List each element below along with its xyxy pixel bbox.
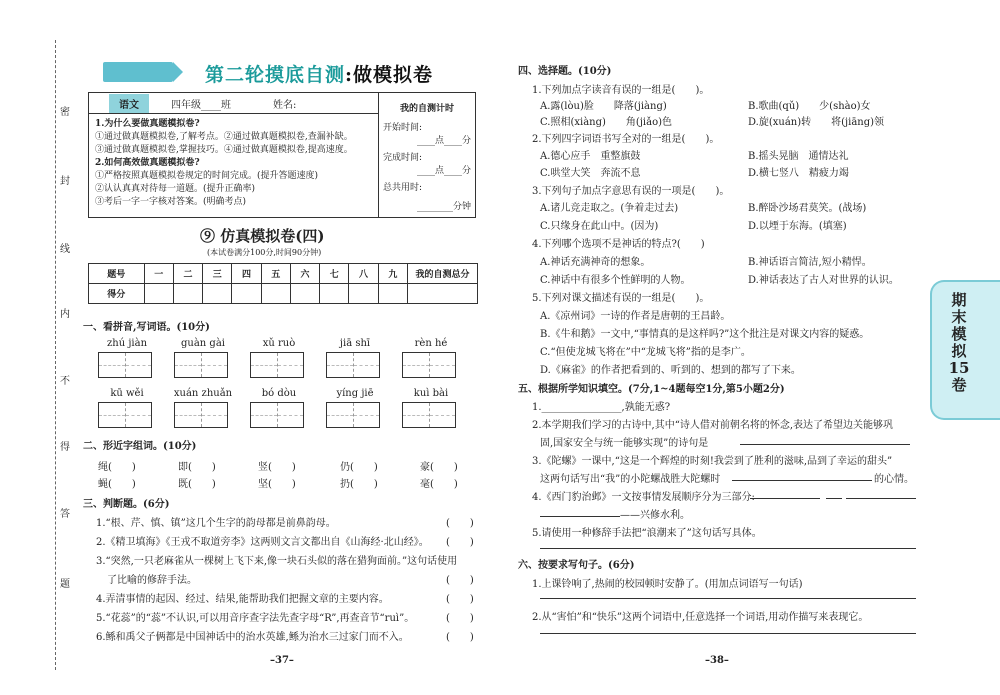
answer-line[interactable] (740, 444, 910, 445)
option[interactable]: B.神话语言简洁,短小精悍。 (748, 257, 872, 268)
pinyin: kū wěi (110, 388, 144, 399)
word-pair-item[interactable]: 仍( ) (340, 462, 378, 473)
binding-char: 题 (60, 579, 70, 590)
answer-paren[interactable]: ( ) (446, 518, 474, 529)
fill-q2: 2.本学期我们学习的古诗中,其中“诗人借对前朝名将的怀念,表达了希望边关能够巩 (532, 420, 894, 431)
pinyin: yíng jiē (336, 388, 374, 399)
choice-q1: 1.下列加点字读音有误的一组是( )。 (532, 85, 710, 96)
binding-char: 答 (60, 509, 70, 520)
answer-line[interactable] (540, 598, 916, 599)
writing-box[interactable] (402, 402, 456, 428)
choice-q4: 4.下列哪个选项不是神话的特点?( ) (532, 239, 705, 250)
writing-box[interactable] (174, 352, 228, 378)
tips: 1.为什么要做真题模拟卷? ①通过做真题模拟卷,了解考点。②通过做真题模拟卷,查漏补缺。 ③通过做真题模拟卷,掌握技巧。④通过做真题模拟卷,提高速度。 2.如何高效做真题模拟卷? ①严格按照真题模拟卷规定的时间完成。(提升答题速度) ②认认真真对待每一道题。(提升正确率) ③考后一字一字核对答案。(明确考点) (89, 114, 379, 217)
section-1-title: 一、看拼音,写词语。(10分) (83, 322, 210, 333)
option[interactable]: B.醉卧沙场君莫笑。(战场) (748, 203, 867, 214)
option[interactable]: A.露(lòu)脸 降落(jiàng) (540, 101, 667, 112)
self-timer: 我的自测计时 开始时间: ____点____分 完成时间: ____点____分 总共用时: ________分钟 (383, 104, 471, 212)
answer-paren[interactable]: ( ) (446, 613, 474, 624)
option[interactable]: A.德心应手 重整旗鼓 (540, 151, 641, 162)
answer-paren[interactable]: ( ) (446, 594, 474, 605)
section-5-title: 五、根据所学知识填空。(7分,1~4题每空1分,第5小题2分) (518, 384, 785, 395)
pinyin: bó dòu (261, 388, 297, 399)
binding-char: 封 (60, 176, 70, 187)
finish-time-field[interactable]: ____点____分 (416, 166, 471, 176)
option[interactable]: C.哄堂大笑 奔流不息 (540, 168, 641, 179)
writing-box[interactable] (250, 402, 304, 428)
fill-q3-cont: 这两句话写出“我”的小陀螺战胜大陀螺时 (540, 474, 721, 485)
word-pair-item[interactable]: 绳( ) (98, 462, 136, 473)
writing-box[interactable] (402, 352, 456, 378)
judge-q5: 5.“花蕊”的“蕊”不认识,可以用音序查字法先查字母“R”,再查音节“ruì”。 (96, 613, 415, 624)
fill-q5: 5.请使用一种修辞手法把“浪潮来了”这句话写具体。 (532, 528, 762, 539)
option[interactable]: C.只缘身在此山中。(因为) (540, 221, 659, 232)
fill-q4: 4.《西门豹治邺》一文按事情发展顺序分为三部分: (532, 492, 755, 503)
fill-q2-cont: 固,国家安全与统一能够实现”的诗句是 (540, 438, 709, 449)
option[interactable]: B.摇头晃脑 通情达礼 (748, 151, 849, 162)
option[interactable]: A.《凉州词》一诗的作者是唐朝的王昌龄。 (540, 311, 731, 322)
pinyin: kuì bài (413, 388, 449, 399)
answer-paren[interactable]: ( ) (446, 537, 474, 548)
writing-box[interactable] (326, 352, 380, 378)
word-pair-item[interactable]: 即( ) (178, 462, 216, 473)
word-pair-item[interactable]: 坚( ) (258, 479, 296, 490)
option[interactable]: D.神话表达了古人对世界的认识。 (748, 275, 899, 286)
pinyin: xǔ ruò (262, 338, 296, 349)
fill-q3: 3.《陀螺》一课中,“这是一个辉煌的时刻!我尝到了胜利的滋味,品到了幸运的甜头” (532, 456, 893, 467)
choice-q3: 3.下列句子加点字意思有误的一项是( )。 (532, 186, 730, 197)
answer-line[interactable] (732, 480, 872, 481)
answer-line[interactable] (540, 633, 916, 634)
option[interactable]: D.以堙于东海。(填塞) (748, 221, 847, 232)
page-number-left: –37– (270, 655, 294, 666)
section-4-title: 四、选择题。(10分) (518, 66, 612, 77)
fill-q3-end: 的心情。 (874, 474, 914, 485)
binding-char: 内 (60, 309, 70, 320)
judge-q3: 3.“突然,一只老麻雀从一棵树上飞下来,像一块石头似的落在猎狗面前。”这句话使用 (96, 556, 458, 567)
judge-q1: 1.“根、芹、慎、镇”这几个生字的韵母都是前鼻韵母。 (96, 518, 336, 529)
judge-q3-cont: 了比喻的修辞手法。 (107, 575, 197, 586)
option[interactable]: D.《麻雀》的作者把看到的、听到的、想到的都写了下来。 (540, 365, 801, 376)
section-3-title: 三、判断题。(6分) (83, 499, 170, 510)
answer-paren[interactable]: ( ) (446, 575, 474, 586)
option[interactable]: D.旋(xuán)转 将(jiāng)领 (748, 117, 885, 128)
answer-line[interactable] (846, 498, 916, 499)
page-number-right: –38– (705, 655, 729, 666)
answer-paren[interactable]: ( ) (446, 632, 474, 643)
choice-q5: 5.下列对课文描述有误的一组是( )。 (532, 293, 710, 304)
option[interactable]: D.横七竖八 精疲力竭 (748, 168, 849, 179)
binding-char: 密 (60, 107, 70, 118)
judge-q2: 2.《精卫填海》《王戎不取道旁李》这两则文言文都出自《山海经·北山经》。 (96, 537, 429, 548)
fill-q1[interactable]: 1.________________,孰能无惑? (532, 402, 671, 413)
paper-note: (本试卷满分100分,时间90分钟) (207, 248, 322, 257)
start-time-field[interactable]: ____点____分 (416, 136, 471, 146)
choice-q2: 2.下列四字词语书写全对的一组是( )。 (532, 134, 720, 145)
sentence-q2: 2.从“害怕”和“快乐”这两个词语中,任意选择一个词语,用动作描写来表现它。 (532, 612, 869, 623)
pinyin: xuán zhuǎn (173, 388, 233, 399)
subject-label: 语文 (109, 94, 149, 113)
side-tab-label: 期末模拟15卷 (948, 291, 970, 394)
answer-line[interactable] (750, 498, 820, 499)
word-pair-item[interactable]: 毫( ) (420, 479, 458, 490)
pinyin: jiā shī (339, 338, 371, 349)
answer-line[interactable] (540, 548, 916, 549)
word-pair-item[interactable]: 蝇( ) (98, 479, 136, 490)
option[interactable]: C.照相(xiàng) 角(jiǎo)色 (540, 117, 673, 128)
banner-ribbon (103, 62, 173, 82)
binding-char: 线 (60, 244, 70, 255)
dash-line (826, 498, 842, 499)
word-pair-item[interactable]: 既( ) (178, 479, 216, 490)
pinyin: guàn gài (181, 338, 225, 349)
judge-q6: 6.鲧和禹父子俩都是中国神话中的治水英雄,鲧为治水三过家门而不入。 (96, 632, 409, 643)
total-time-field[interactable]: ________分钟 (416, 202, 471, 212)
option[interactable]: B.歌曲(qǔ) 少(shào)女 (748, 101, 871, 112)
score-table: 题号 一 二 三 四 五 六 七 八 九 我的自测总分 得分 (88, 263, 478, 304)
writing-box[interactable] (174, 402, 228, 428)
option[interactable]: A.诸儿竞走取之。(争着走过去) (540, 203, 679, 214)
word-pair-item[interactable]: 豪( ) (420, 462, 458, 473)
writing-box[interactable] (326, 402, 380, 428)
grade-field[interactable]: 四年级____班 (171, 99, 231, 111)
info-box (88, 92, 476, 218)
writing-box[interactable] (98, 402, 152, 428)
fill-q4-cont: ——兴修水利。 (620, 510, 690, 521)
pinyin: zhú jiàn (106, 338, 148, 349)
option[interactable]: B.《牛和鹅》一文中,“事情真的是这样吗?”这个批注是对课文内容的疑惑。 (540, 329, 870, 340)
binding-char: 不 (60, 376, 70, 387)
banner-title: 第二轮摸底自测:做模拟卷 (205, 64, 434, 86)
option[interactable]: A.神话充满神奇的想象。 (540, 257, 651, 268)
name-field[interactable]: 姓名: (273, 99, 297, 111)
option[interactable]: C.神话中有很多个性鲜明的人物。 (540, 275, 691, 286)
judge-q4: 4.弄清事情的起因、经过、结果,能帮助我们把握文章的主要内容。 (96, 594, 389, 605)
section-6-title: 六、按要求写句子。(6分) (518, 560, 635, 571)
sentence-q1: 1.上课铃响了,热闹的校园顿时安静了。(用加点词语写一句话) (532, 579, 803, 590)
writing-box[interactable] (250, 352, 304, 378)
pinyin: rèn hé (414, 338, 448, 349)
option[interactable]: C.“但使龙城飞将在”中“龙城飞将”指的是李广。 (540, 347, 751, 358)
binding-char: 得 (60, 442, 70, 453)
section-2-title: 二、形近字组词。(10分) (83, 441, 197, 452)
paper-title: ⑨ 仿真模拟卷(四) (200, 227, 325, 245)
word-pair-item[interactable]: 竖( ) (258, 462, 296, 473)
word-pair-item[interactable]: 扔( ) (340, 479, 378, 490)
writing-box[interactable] (98, 352, 152, 378)
